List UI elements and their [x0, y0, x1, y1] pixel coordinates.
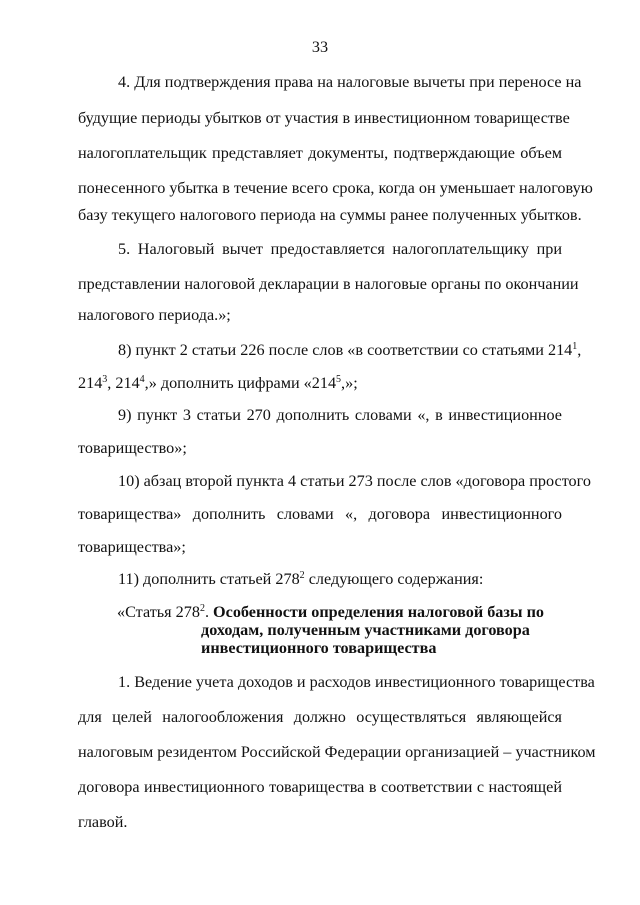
- article-paragraph-1-line-3: налоговым резидентом Российской Федерации организацией – участником: [78, 743, 596, 761]
- item-11-sup: 2: [299, 570, 305, 581]
- item-8-sup-3: 3: [102, 374, 108, 385]
- article-title-line-2: доходам, полученным участниками договора: [201, 621, 530, 639]
- paragraph-4-line-5: базу текущего налогового периода на суммы ранее полученных убытков.: [78, 206, 582, 224]
- article-paragraph-1-line-1: 1. Ведение учета доходов и расходов инвестиционного товарищества: [118, 673, 595, 691]
- item-8-line-2: [78, 374, 562, 393]
- paragraph-4-line-1: 4. Для подтверждения права на налоговые вычеты при переносе на: [118, 73, 582, 91]
- article-paragraph-1-line-2: для целей налогообложения должно осуществляться являющейся: [78, 708, 562, 726]
- item-11-line: [118, 570, 562, 589]
- paragraph-4-line-2: будущие периоды убытков от участия в инвестиционном товариществе: [78, 109, 570, 127]
- article-paragraph-1-line-5: главой.: [78, 813, 128, 831]
- paragraph-5-line-1: 5. Налоговый вычет предоставляется налогоплательщику при: [118, 240, 562, 258]
- page-number: 33: [311, 38, 329, 56]
- item-9-line-2: товарищество»;: [78, 439, 187, 457]
- article-paragraph-1-line-4: договора инвестиционного товарищества в соответствии с настоящей: [78, 778, 562, 796]
- paragraph-5-line-3: налогового периода.»;: [78, 306, 231, 324]
- article-prefix: «Статья 278: [117, 603, 200, 621]
- item-8-text-b: ,: [577, 341, 582, 359]
- item-9-line-1: 9) пункт 3 статьи 270 дополнить словами «, в инвестиционное: [118, 406, 562, 424]
- item-8-line-1: [118, 341, 582, 360]
- item-10-line-3: товарищества»;: [78, 538, 186, 556]
- paragraph-4-line-3: налогоплательщик представляет документы, подтверждающие объем: [78, 144, 562, 162]
- article-title-line-3: инвестиционного товарищества: [201, 639, 437, 657]
- article-sup: 2: [199, 603, 205, 614]
- article-dot: .: [204, 603, 209, 621]
- item-8-text-a: 8) пункт 2 статьи 226 после слов «в соответствии со статьями 214: [118, 341, 573, 359]
- paragraph-5-line-2: представлении налоговой декларации в налоговые органы по окончании: [78, 275, 579, 293]
- item-11-text-a: 11) дополнить статьей 278: [118, 570, 300, 588]
- item-8-text-d: , 214: [107, 374, 140, 392]
- item-8-sup-5: 5: [336, 374, 342, 385]
- item-8-sup-4: 4: [139, 374, 145, 385]
- item-8-text-f: ,»;: [341, 374, 358, 392]
- paragraph-4-line-4: понесенного убытка в течение всего срока, когда он уменьшает налоговую: [78, 179, 593, 197]
- item-8-text-e: ,» дополнить цифрами «214: [144, 374, 337, 392]
- article-title-line-1: Особенности определения налоговой базы по: [213, 603, 545, 621]
- item-8-sup-1: 1: [572, 341, 578, 352]
- item-10-line-1: 10) абзац второй пункта 4 статьи 273 после слов «договора простого: [118, 472, 591, 490]
- article-heading-line-1: [117, 603, 577, 622]
- item-11-text-b: следующего содержания:: [304, 570, 484, 588]
- item-8-text-c: 214: [78, 374, 103, 392]
- item-10-line-2: товарищества» дополнить словами «, договора инвестиционного: [78, 505, 562, 523]
